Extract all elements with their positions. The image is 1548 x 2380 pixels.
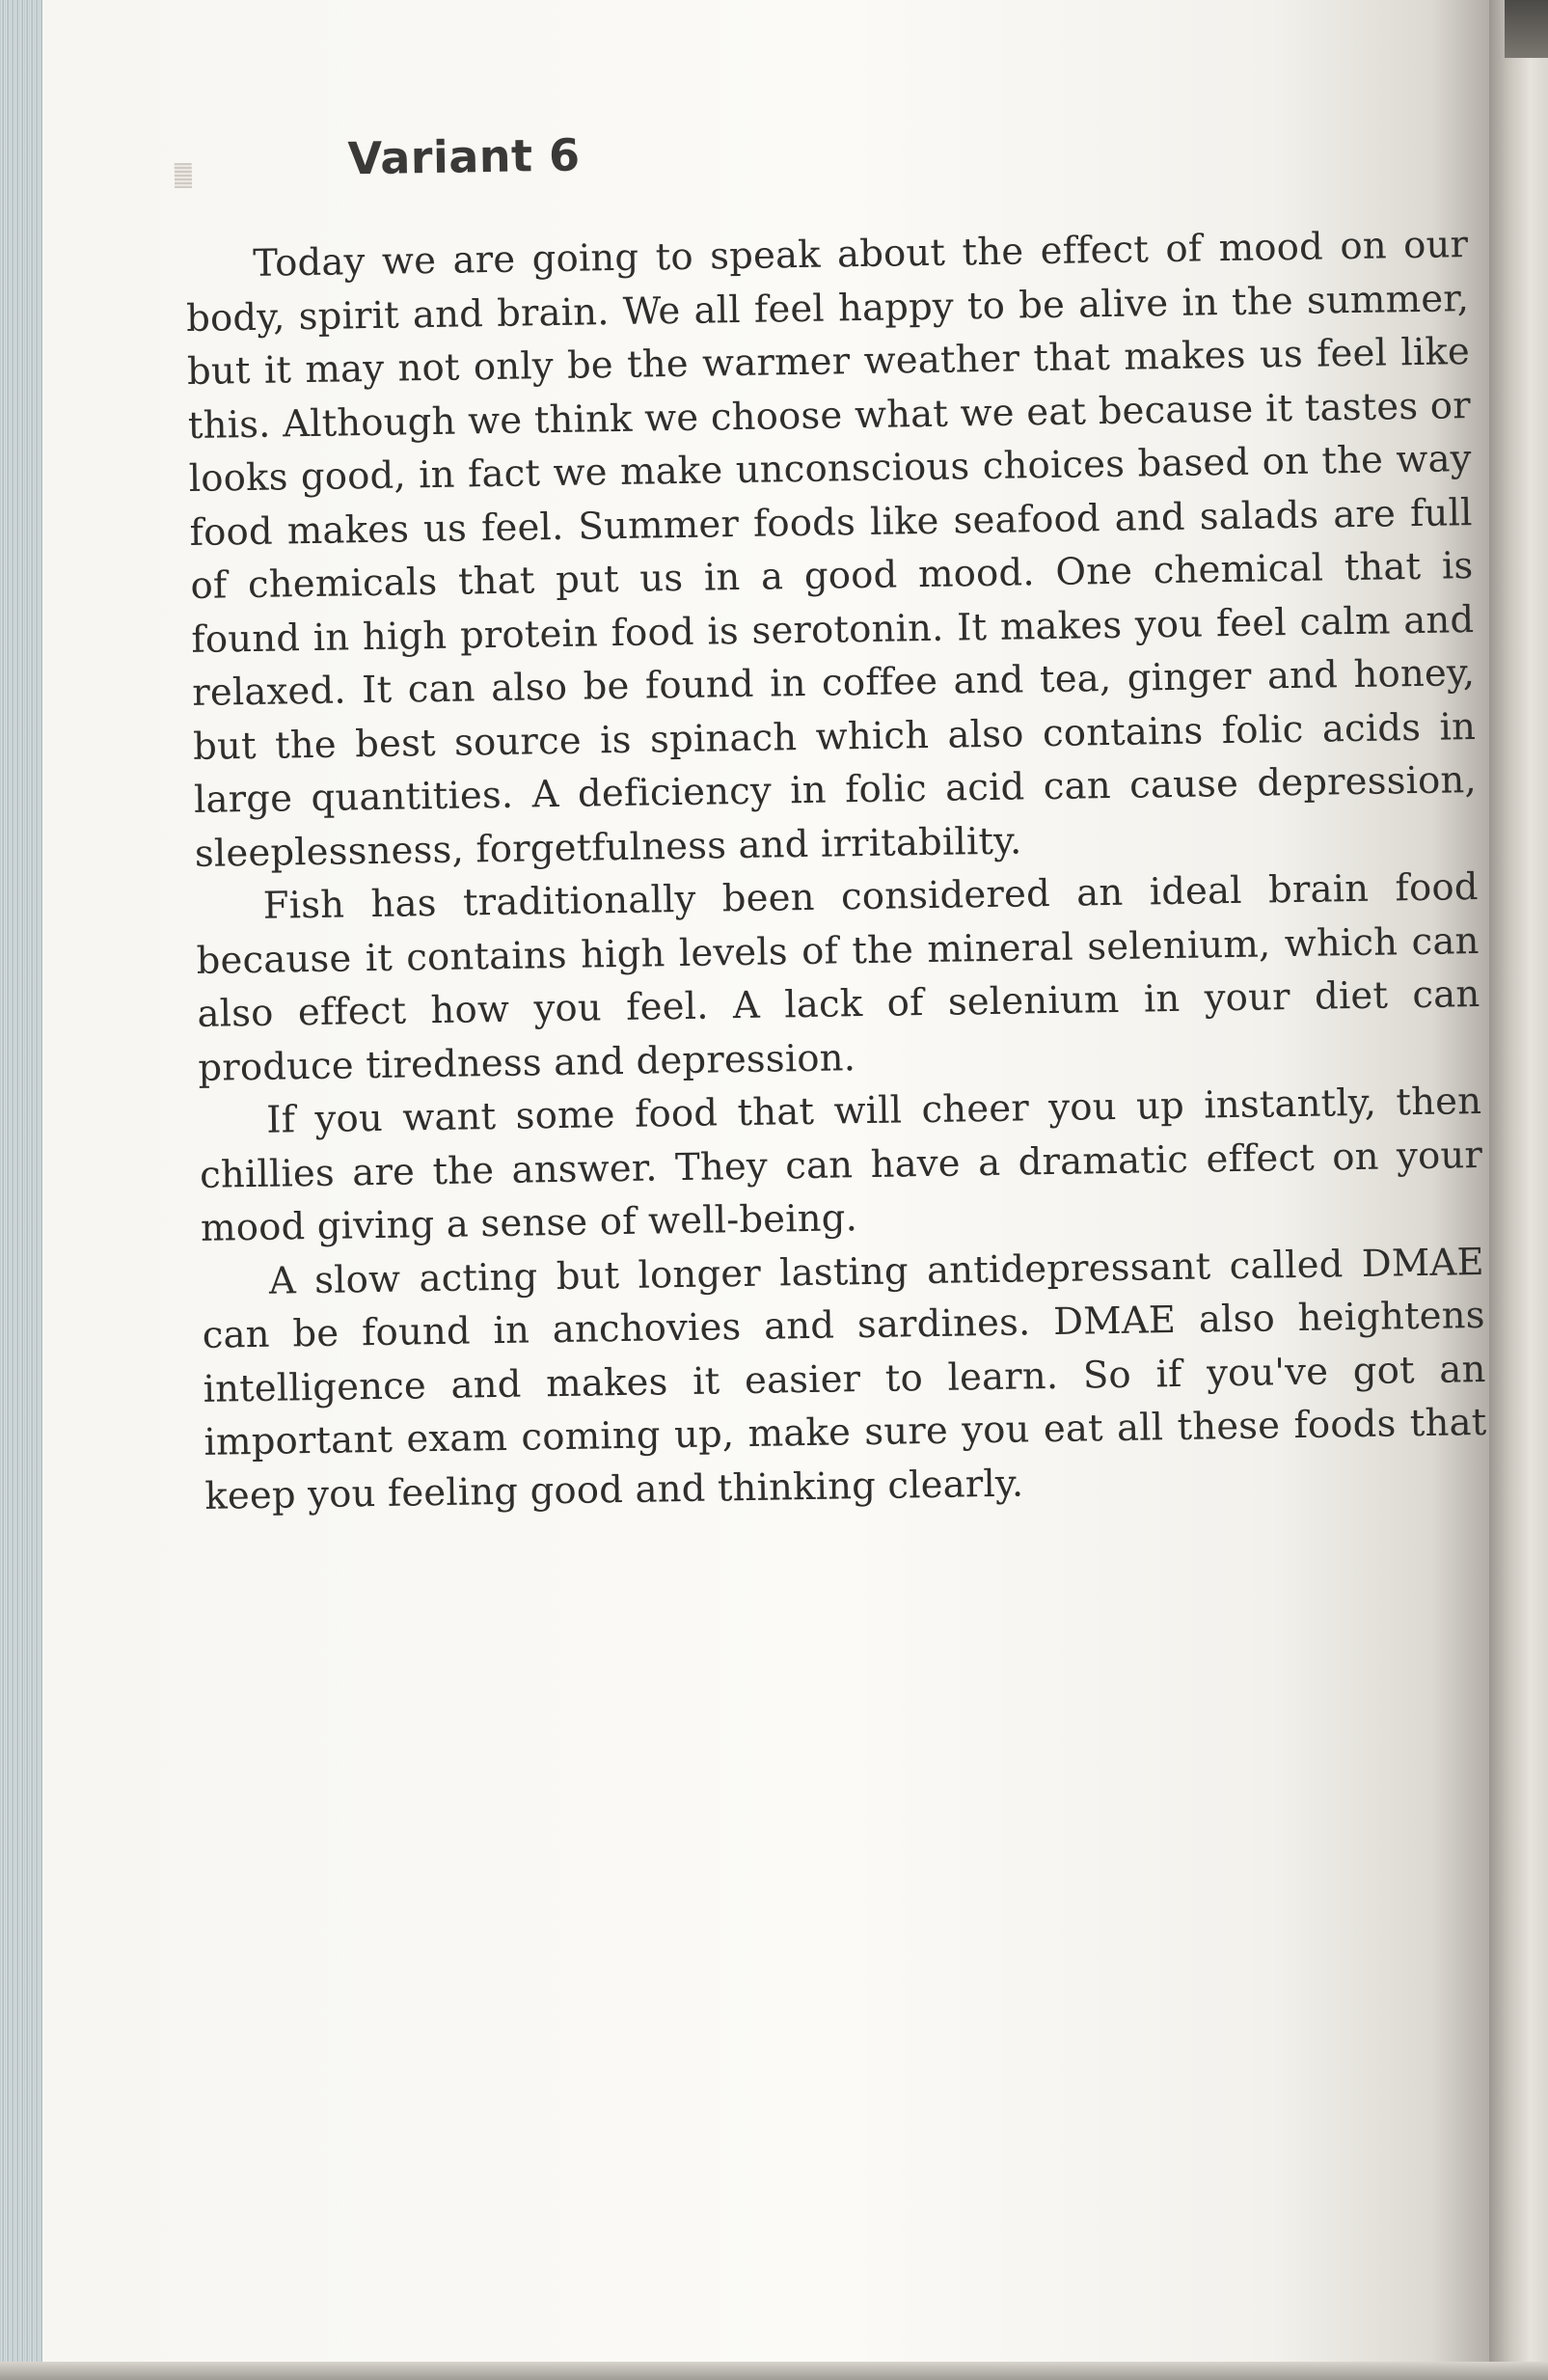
body-text bbox=[185, 218, 1488, 1523]
paragraph-1: Today we are going to speak about the effect of mood on our body, spirit and brain. We all feel happy to be alive in the summer, but it may not only be the warmer weather that makes us feel like this. Although we think we choose what we eat because it tastes or looks good, in fact we make unconscious choices based on the way food makes us feel. Summer foods like seafood and salads are full of chemicals that put us in a good mood. One chemical that is found in high protein food is serotonin. It makes you feel calm and relaxed. It can also be found in coffee and tea, ginger and honey, but the best source is spinach which also contains folic acids in large quantities. A deficiency in folic acid can cause depression, sleeplessness, forgetfulness and irritability. bbox=[185, 223, 1478, 876]
section-heading: Variant 6 bbox=[347, 128, 581, 185]
paragraph-2: Fish has traditionally been considered an ideal brain food because it contains high levels of the mineral selenium, which can also effect how you feel. A lack of selenium in your diet can produce tiredness and depression. bbox=[196, 865, 1480, 1090]
next-page-fold bbox=[1489, 0, 1548, 2380]
heading-marker bbox=[175, 163, 192, 188]
page-stack-edge bbox=[0, 0, 42, 2380]
paragraph-3: If you want some food that will cheer you up instantly, then chillies are the answer. They can have a dramatic effect on your mood giving a sense of well-being. bbox=[199, 1079, 1483, 1250]
paragraph-4: A slow acting but longer lasting antidepressant called DMAE can be found in anchovies and sardines. DMAE also heightens intelligence and makes it easier to learn. So if you've got an important exam coming up, make sure you eat all these foods that keep you feeling good and thinking clearly. bbox=[202, 1240, 1487, 1518]
page-bottom-edge bbox=[0, 2362, 1548, 2380]
scanner-shadow bbox=[1505, 0, 1548, 58]
